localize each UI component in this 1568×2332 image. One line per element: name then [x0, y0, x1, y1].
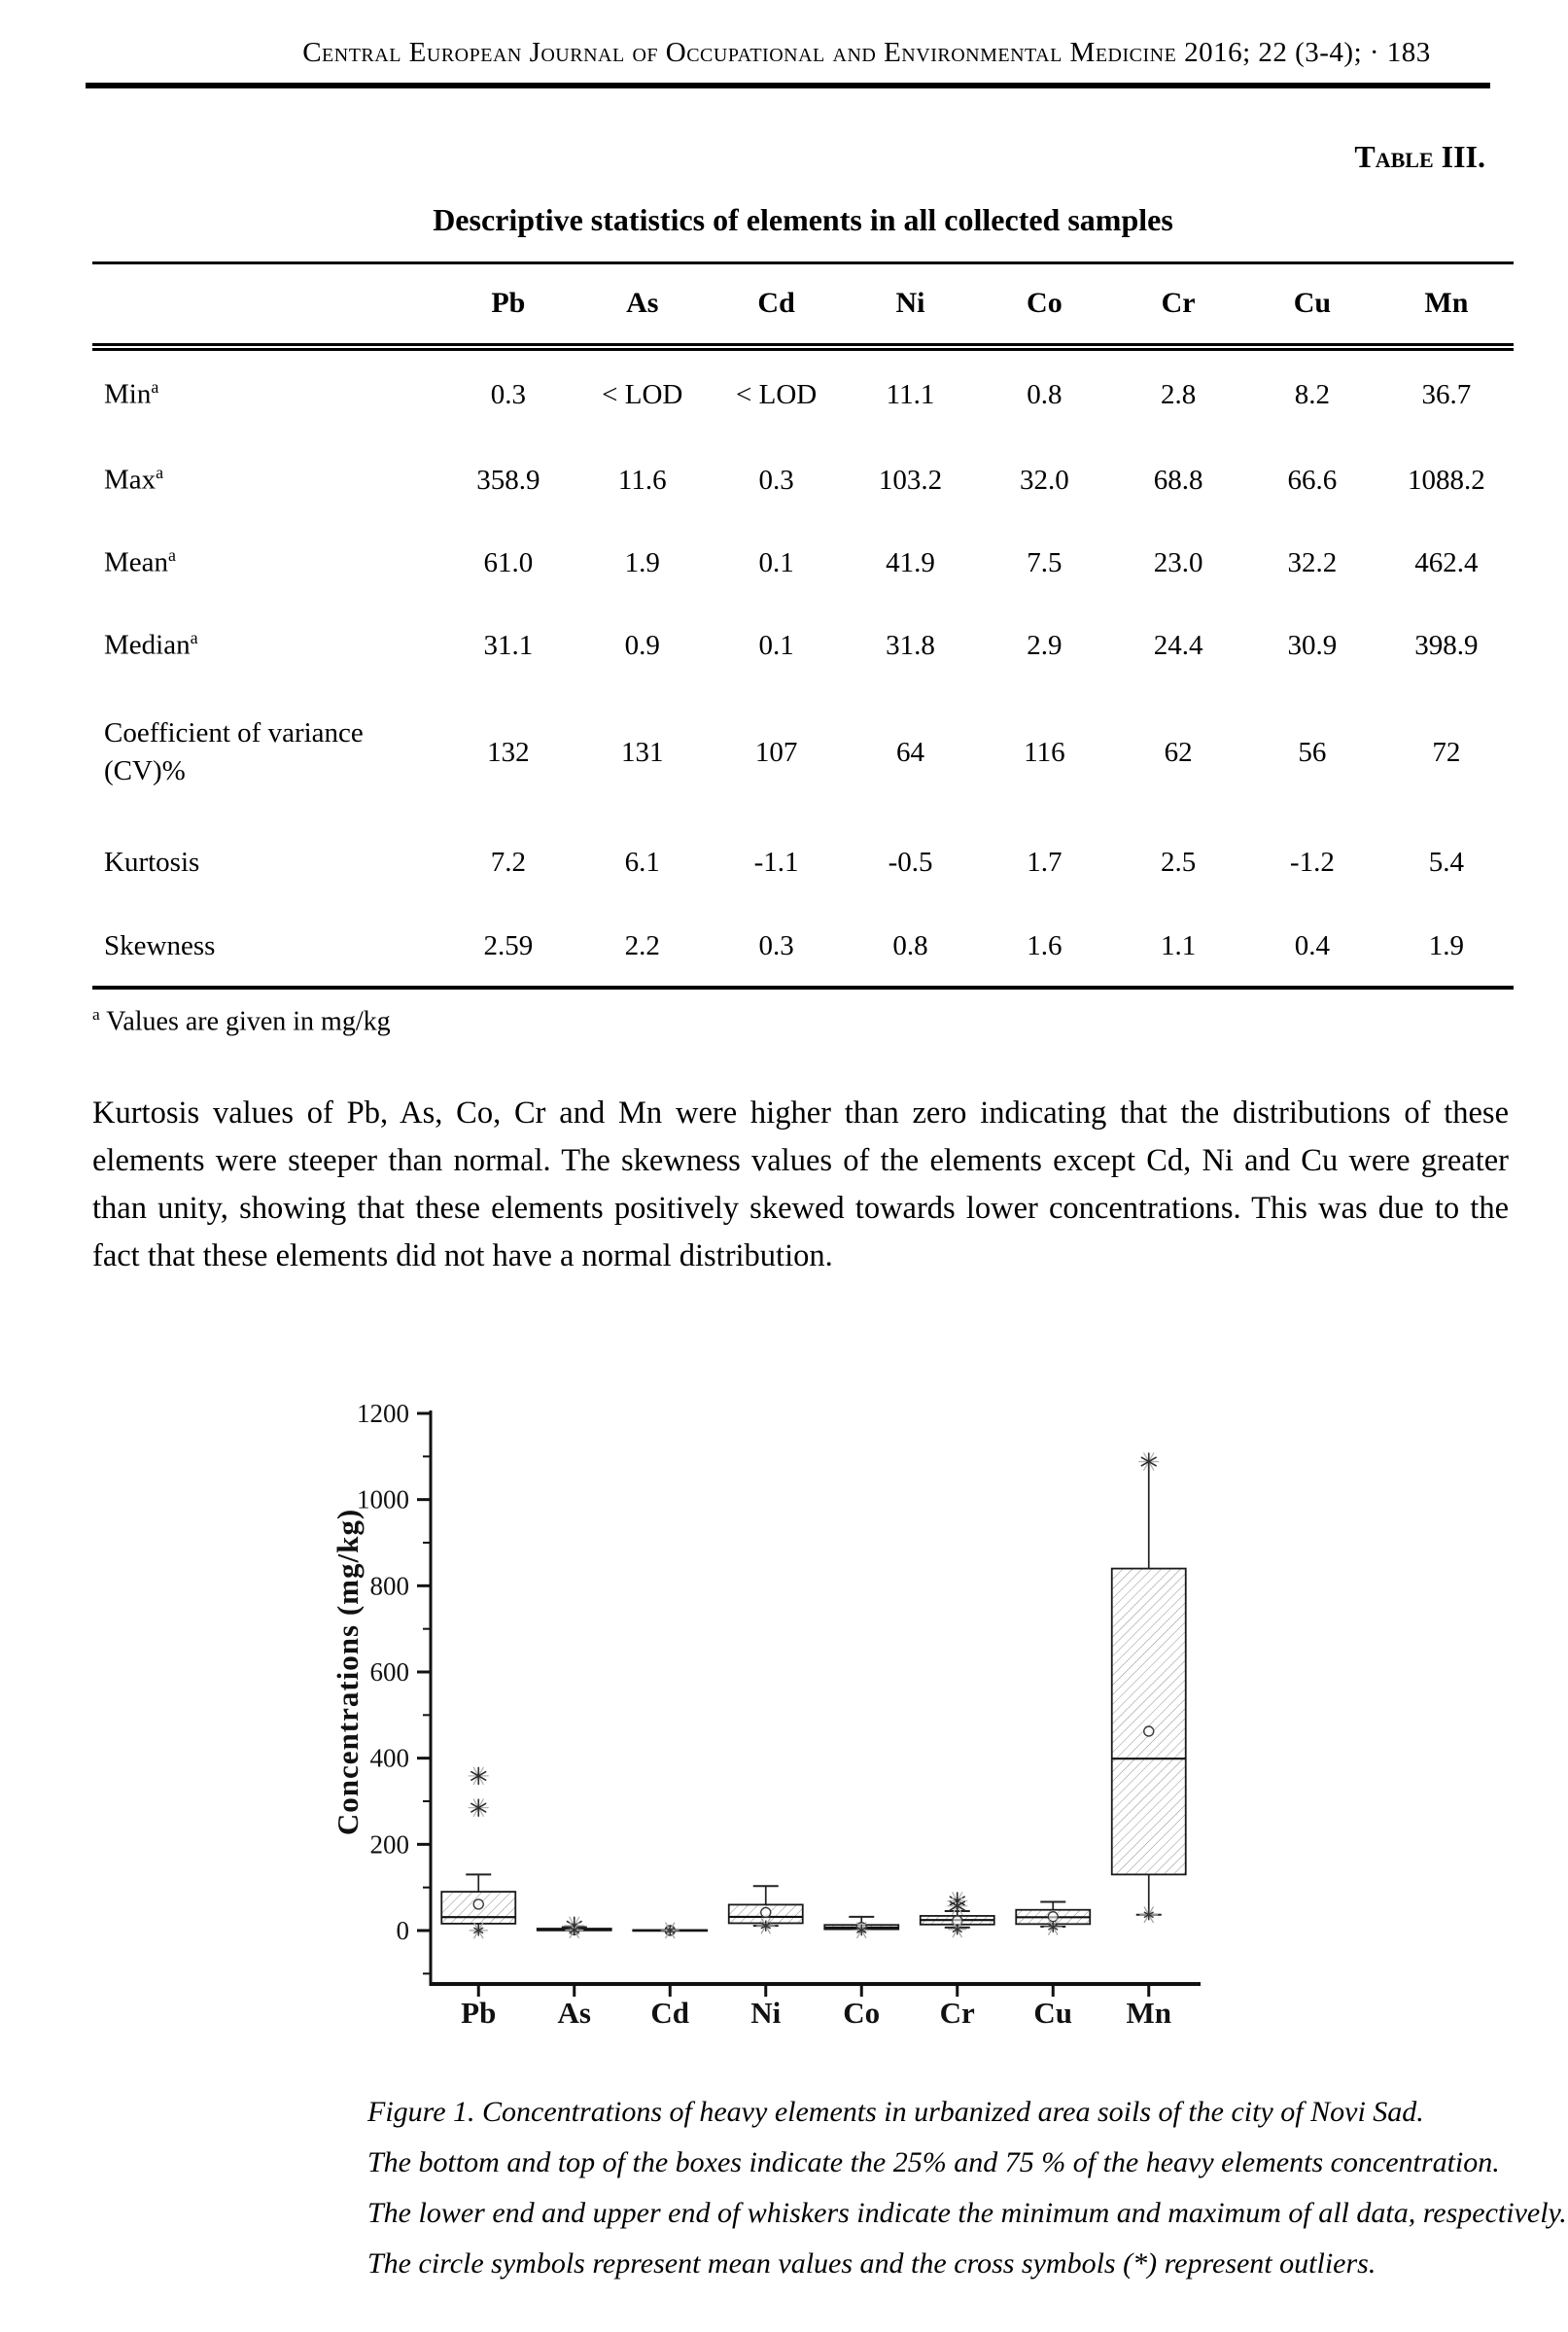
table-row-label: Median$^a$ [104, 628, 198, 661]
table-cell: -0.5 [888, 847, 933, 878]
y-tick-label: 1200 [357, 1398, 409, 1428]
table-cell: 132 [487, 736, 530, 768]
table-cell: 64 [896, 736, 925, 768]
table-row [92, 908, 1514, 988]
figure-caption-line: The bottom and top of the boxes indicate the 25% and 75 % of the heavy elements concentration. [367, 2145, 1500, 2178]
row-label-marker: a [168, 545, 177, 566]
footnote-text: Values are given in mg/kg [106, 1005, 391, 1036]
table-cell: 56 [1298, 736, 1327, 768]
table-cell: 0.3 [758, 464, 794, 496]
column-header-ni: Ni [895, 287, 925, 320]
table-cell: 0.8 [892, 930, 928, 961]
table-row [92, 818, 1514, 908]
figure-caption-line: The circle symbols represent mean values and the cross symbols (*) represent outliers. [367, 2246, 1376, 2280]
table-cell: 41.9 [886, 546, 935, 578]
row-label-marker: a [151, 377, 159, 398]
table-cell: 103.2 [878, 464, 943, 496]
table-row [92, 439, 1514, 522]
column-header-co: Co [1027, 287, 1063, 320]
table-cell: 8.2 [1294, 378, 1330, 410]
table-cell: 131 [620, 736, 664, 768]
table-row-label: Min$^a$ [104, 377, 159, 410]
table-cell: 2.8 [1161, 378, 1197, 410]
table-cell: 1.9 [1428, 930, 1464, 961]
figure-caption-line: The lower end and upper end of whiskers indicate the minimum and maximum of all data, respectively. [367, 2196, 1567, 2229]
y-tick-label: 200 [369, 1829, 409, 1860]
figure-caption [329, 2087, 1567, 2289]
footnote-marker: a [92, 1004, 100, 1024]
x-category-label: Mn [1126, 1995, 1171, 2030]
column-header-cu: Cu [1293, 287, 1332, 320]
table-cell: < LOD [602, 378, 683, 410]
mean-circle [761, 1907, 771, 1917]
x-category-label: Pb [461, 1995, 497, 2030]
table-cell: 116 [1024, 736, 1065, 768]
table-row [92, 522, 1514, 605]
table-cell: 2.9 [1027, 629, 1063, 661]
table-cell: 398.9 [1414, 629, 1479, 661]
table-cell: 2.5 [1161, 847, 1197, 878]
x-category-label: Cr [939, 1995, 975, 2030]
running-head: Central European Journal of Occupational and Environmental Medicine 2016; 22 (3-4); · 183 [302, 37, 1431, 68]
table-row [92, 687, 1514, 818]
table-cell: 0.9 [624, 629, 660, 661]
y-axis-title: Concentrations (mg/kg) [331, 1508, 365, 1835]
corner-cell [92, 263, 441, 347]
table-cell: 0.4 [1294, 930, 1330, 961]
header-rule [86, 83, 1490, 88]
x-category-label: Co [843, 1995, 881, 2030]
table-cell: 0.3 [490, 378, 526, 410]
table-cell: 61.0 [483, 546, 534, 578]
table-cell: 0.3 [758, 930, 794, 961]
table-cell: 1.9 [624, 546, 660, 578]
table-cell: 11.1 [886, 378, 935, 410]
table-footnote [92, 1005, 1510, 1037]
table-cell: 5.4 [1428, 847, 1464, 878]
table-cell: 1.6 [1027, 930, 1063, 961]
row-label-marker: a [190, 628, 198, 648]
table-row-label: Mean$^a$ [104, 545, 177, 578]
y-tick-label: 600 [369, 1656, 409, 1687]
stats-table [92, 261, 1514, 990]
table-cell: 72 [1432, 736, 1461, 768]
table-cell: 62 [1164, 736, 1193, 768]
column-header-cr: Cr [1161, 287, 1196, 320]
table-cell: 2.59 [483, 930, 534, 961]
table-title: Descriptive statistics of elements in all collected samples [433, 202, 1173, 237]
x-category-label: As [557, 1995, 591, 2030]
boxplot-svg [329, 1381, 1291, 2054]
row-label-marker: a [156, 463, 164, 483]
column-header-as: As [626, 287, 659, 320]
table-cell: 31.8 [886, 629, 935, 661]
table-cell: 23.0 [1153, 546, 1203, 578]
table-cell: 1.1 [1161, 930, 1197, 961]
table-cell: 0.1 [758, 629, 794, 661]
table-cell: 11.6 [617, 464, 667, 496]
table-cell: 36.7 [1421, 378, 1472, 410]
body-paragraph: Kurtosis values of Pb, As, Co, Cr and Mn were higher than zero indicating that the distributions of these elements were steeper than normal. The skewness values of the elements except Cd, Ni and Cu were greater than unity, showing that these elements positively skewed towards lower concentrations. This was due to the fact that these elements did not have a normal distribution. [92, 1095, 1509, 1273]
y-tick-label: 0 [396, 1915, 409, 1945]
column-header-mn: Mn [1424, 287, 1469, 320]
table-cell: 24.4 [1153, 629, 1203, 661]
table-cell: 68.8 [1153, 464, 1203, 496]
table-cell: 1.7 [1027, 847, 1063, 878]
table-cell: 6.1 [624, 847, 660, 878]
table-cell: 462.4 [1414, 546, 1479, 578]
table-label: Table III. [1354, 139, 1485, 174]
y-tick-label: 400 [369, 1743, 409, 1773]
table-cell: 32.2 [1287, 546, 1338, 578]
box [1112, 1568, 1186, 1874]
table-cell: 7.5 [1027, 546, 1063, 578]
y-tick-label: 1000 [357, 1484, 409, 1514]
x-category-label: Cu [1033, 1995, 1073, 2030]
table-cell: 66.6 [1287, 464, 1338, 496]
table-cell: -1.2 [1289, 847, 1335, 878]
table-cell: 30.9 [1287, 629, 1338, 661]
table-row [92, 347, 1514, 439]
figure-caption-line: Figure 1. Concentrations of heavy elements in urbanized area soils of the city of Novi Sad. [367, 2095, 1424, 2128]
figure-boxplot [329, 1381, 1567, 2289]
column-header-cd: Cd [757, 287, 795, 320]
x-category-label: Cd [650, 1995, 690, 2030]
table-cell: < LOD [736, 378, 818, 410]
table-cell: 32.0 [1020, 464, 1069, 496]
table-cell: 7.2 [490, 847, 526, 878]
column-header-row [92, 263, 1514, 347]
table-cell: 31.1 [483, 629, 534, 661]
table-cell: -1.1 [753, 847, 799, 878]
table-cell: 358.9 [476, 464, 540, 496]
x-category-label: Ni [750, 1995, 782, 2030]
table-cell: 107 [754, 736, 798, 768]
table-row [92, 605, 1514, 687]
y-tick-label: 800 [369, 1571, 409, 1601]
table-cell: 0.8 [1027, 378, 1063, 410]
table-row-label: Max$^a$ [104, 463, 164, 496]
table-cell: 2.2 [624, 930, 660, 961]
table-row-label: Skewness [104, 929, 216, 961]
column-header-pb: Pb [491, 287, 526, 320]
table-cell: 0.1 [758, 546, 794, 578]
table-row-label: Coefficient of variance (CV)% [104, 716, 364, 786]
mean-circle [473, 1899, 483, 1909]
mean-circle [1144, 1726, 1154, 1736]
table-cell: 1088.2 [1408, 464, 1485, 496]
table-row-label: Kurtosis [104, 846, 200, 878]
